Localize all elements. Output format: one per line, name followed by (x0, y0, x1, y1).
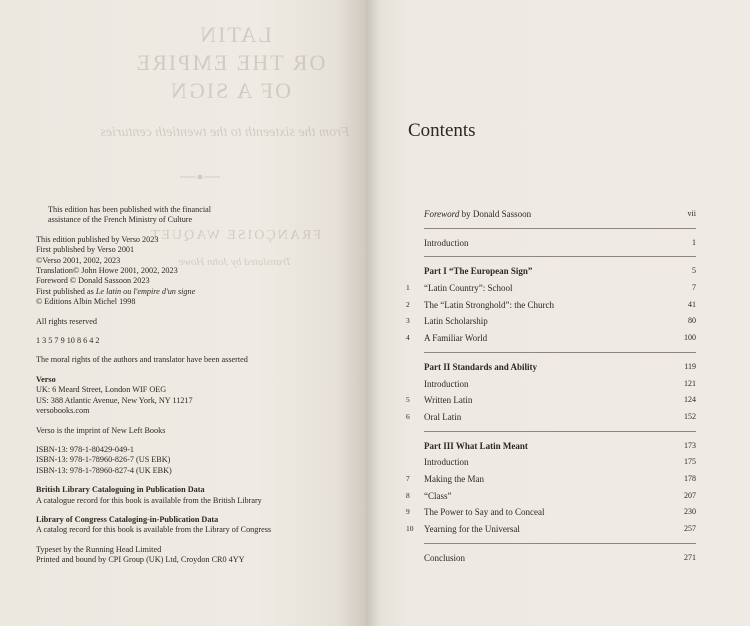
toc-divider (424, 228, 696, 229)
bleed-through-author: FRANÇOISE WAQUET (148, 228, 322, 243)
toc-page: 124 (684, 395, 696, 405)
toc-page: 1 (692, 237, 696, 247)
imprint-block (36, 205, 336, 566)
rights-line: All rights reserved (36, 316, 97, 326)
toc-label: “Latin Country”: School (424, 283, 513, 294)
publisher-name: Verso (36, 374, 56, 384)
toc-part-label: Part I “The European Sign” (424, 266, 533, 277)
edition-line-5: Foreword © Donald Sassoon 2023 (36, 276, 150, 286)
publisher-uk-address: UK: 6 Meard Street, London WIF OEG (36, 385, 167, 395)
toc-page: 121 (684, 378, 696, 388)
toc-page: 230 (684, 507, 696, 517)
toc-row (406, 504, 696, 521)
toc-number: 6 (406, 411, 410, 421)
moral-rights-line: The moral rights of the authors and translator have been asserted (36, 355, 248, 365)
toc-label: Introduction (424, 237, 469, 248)
library-of-congress-text: A catalog record for this book is available from the Library of Congress (36, 525, 272, 535)
typeset-line: Typeset by the Running Head Limited (36, 544, 162, 554)
toc-page: 7 (692, 283, 696, 293)
library-of-congress-heading: Library of Congress Cataloging-in-Publication Data (36, 514, 219, 524)
toc-row (406, 409, 696, 426)
toc-label (424, 206, 531, 223)
toc-row (406, 471, 696, 488)
toc-page: 173 (684, 440, 696, 450)
toc-page: 271 (684, 552, 696, 562)
toc-label: Latin Scholarship (424, 316, 488, 327)
toc-part-row (406, 359, 696, 376)
toc-label: Oral Latin (424, 411, 462, 422)
toc-page: 207 (684, 490, 696, 500)
toc-divider (424, 431, 696, 432)
toc-number: 1 (406, 283, 410, 293)
edition-line-7: © Editions Albin Michel 1998 (36, 297, 136, 307)
toc-number: 5 (406, 395, 410, 405)
toc-row (406, 313, 696, 330)
toc-row (406, 297, 696, 314)
toc-label: Introduction (424, 378, 469, 389)
toc-number: 4 (406, 333, 410, 343)
toc-part-label: Part II Standards and Ability (424, 361, 538, 372)
toc-label: Conclusion (424, 552, 466, 563)
toc-part-label: Part III What Latin Meant (424, 440, 528, 451)
toc-label: Written Latin (424, 395, 473, 406)
toc-row (406, 330, 696, 347)
toc-divider (424, 543, 696, 544)
edition-line-2: First published by Verso 2001 (36, 245, 135, 255)
toc-label: Introduction (424, 457, 469, 468)
funding-line-2: assistance of the French Ministry of Culture (48, 215, 193, 225)
isbn-line-3: ISBN-13: 978-1-78960-827-4 (UK EBK) (36, 465, 172, 475)
toc-row (406, 206, 696, 223)
british-library-text: A catalogue record for this book is available from the British Library (36, 495, 262, 505)
toc-page: 119 (684, 361, 696, 371)
bleed-through-title-2: OR THE EMPIRE (134, 50, 326, 75)
toc-row (406, 550, 696, 567)
toc-number: 3 (406, 316, 410, 326)
funding-line-1: This edition has been published with the financial (48, 205, 212, 214)
toc-label-rest: by Donald Sassoon (459, 209, 532, 219)
toc-part-row (406, 438, 696, 455)
toc-number: 2 (406, 299, 410, 309)
bleed-through-translator: Translated by John Howe (178, 256, 292, 268)
toc-page: 5 (692, 266, 696, 276)
toc-page: 100 (684, 333, 696, 343)
toc-label: A Familiar World (424, 333, 488, 344)
toc-page: 175 (684, 457, 696, 467)
toc-page: vii (687, 209, 696, 218)
toc-label: The Power to Say and to Conceal (424, 507, 545, 518)
british-library-heading: British Library Cataloguing in Publication Data (36, 485, 205, 495)
toc-page: 152 (684, 411, 696, 421)
toc-label-italic: Foreword (424, 209, 460, 219)
edition-line-3: ©Verso 2001, 2002, 2023 (36, 255, 121, 265)
toc-label: “Class” (424, 490, 452, 501)
toc-page: 80 (688, 316, 696, 326)
bleed-through-title-1: LATIN (198, 22, 272, 47)
toc-number: 7 (406, 473, 410, 483)
toc-row (406, 521, 696, 538)
toc-label: Making the Man (424, 473, 484, 484)
toc-label: Yearning for the Universal (424, 524, 520, 534)
edition-line-6 (36, 287, 336, 297)
toc-number: 8 (406, 490, 410, 500)
bleed-through-subtitle: From the sixteenth to the twentieth centuries (100, 125, 350, 140)
toc-page: 41 (688, 299, 696, 309)
isbn-line-2: ISBN-13: 978-1-78960-826-7 (US EBK) (36, 455, 171, 465)
printed-line: Printed and bound by CPI Group (UK) Ltd, Croydon CR0 4YY (36, 555, 245, 565)
page-title: Contents (408, 120, 476, 141)
publisher-us-address: US: 388 Atlantic Avenue, New York, NY 11217 (36, 395, 193, 405)
toc-row (406, 235, 696, 252)
bleed-through-title-3: OF A SIGN (169, 78, 291, 103)
toc-row (406, 280, 696, 297)
isbn-line-1: ISBN-13: 978-1-80429-049-1 (36, 444, 135, 454)
original-title: Le latin ou l'empire d'un signe (95, 286, 196, 296)
toc-row (406, 454, 696, 471)
copyright-page (0, 0, 366, 626)
bleed-through-ornament-icon (180, 172, 220, 182)
imprint-note: Verso is the imprint of New Left Books (36, 425, 166, 435)
toc-page: 257 (684, 524, 696, 533)
toc-divider (424, 352, 696, 353)
toc-label: The “Latin Stronghold”: the Church (424, 299, 554, 310)
toc-number: 9 (406, 507, 410, 517)
publisher-website: versobooks.com (36, 406, 90, 416)
edition-line-1: This edition published by Verso 2023 (36, 234, 159, 244)
toc-row (406, 376, 696, 393)
toc-number: 10 (406, 524, 414, 533)
toc-divider (424, 256, 696, 257)
toc-part-row (406, 263, 696, 280)
table-of-contents (406, 206, 696, 566)
toc-row (406, 488, 696, 505)
edition-line-6-prefix: First published as (36, 286, 96, 296)
edition-line-4: Translation© John Howe 2001, 2002, 2023 (36, 266, 178, 276)
toc-page: 178 (684, 473, 696, 483)
printing-line: 1 3 5 7 9 10 8 6 4 2 (36, 336, 100, 346)
toc-row (406, 392, 696, 409)
